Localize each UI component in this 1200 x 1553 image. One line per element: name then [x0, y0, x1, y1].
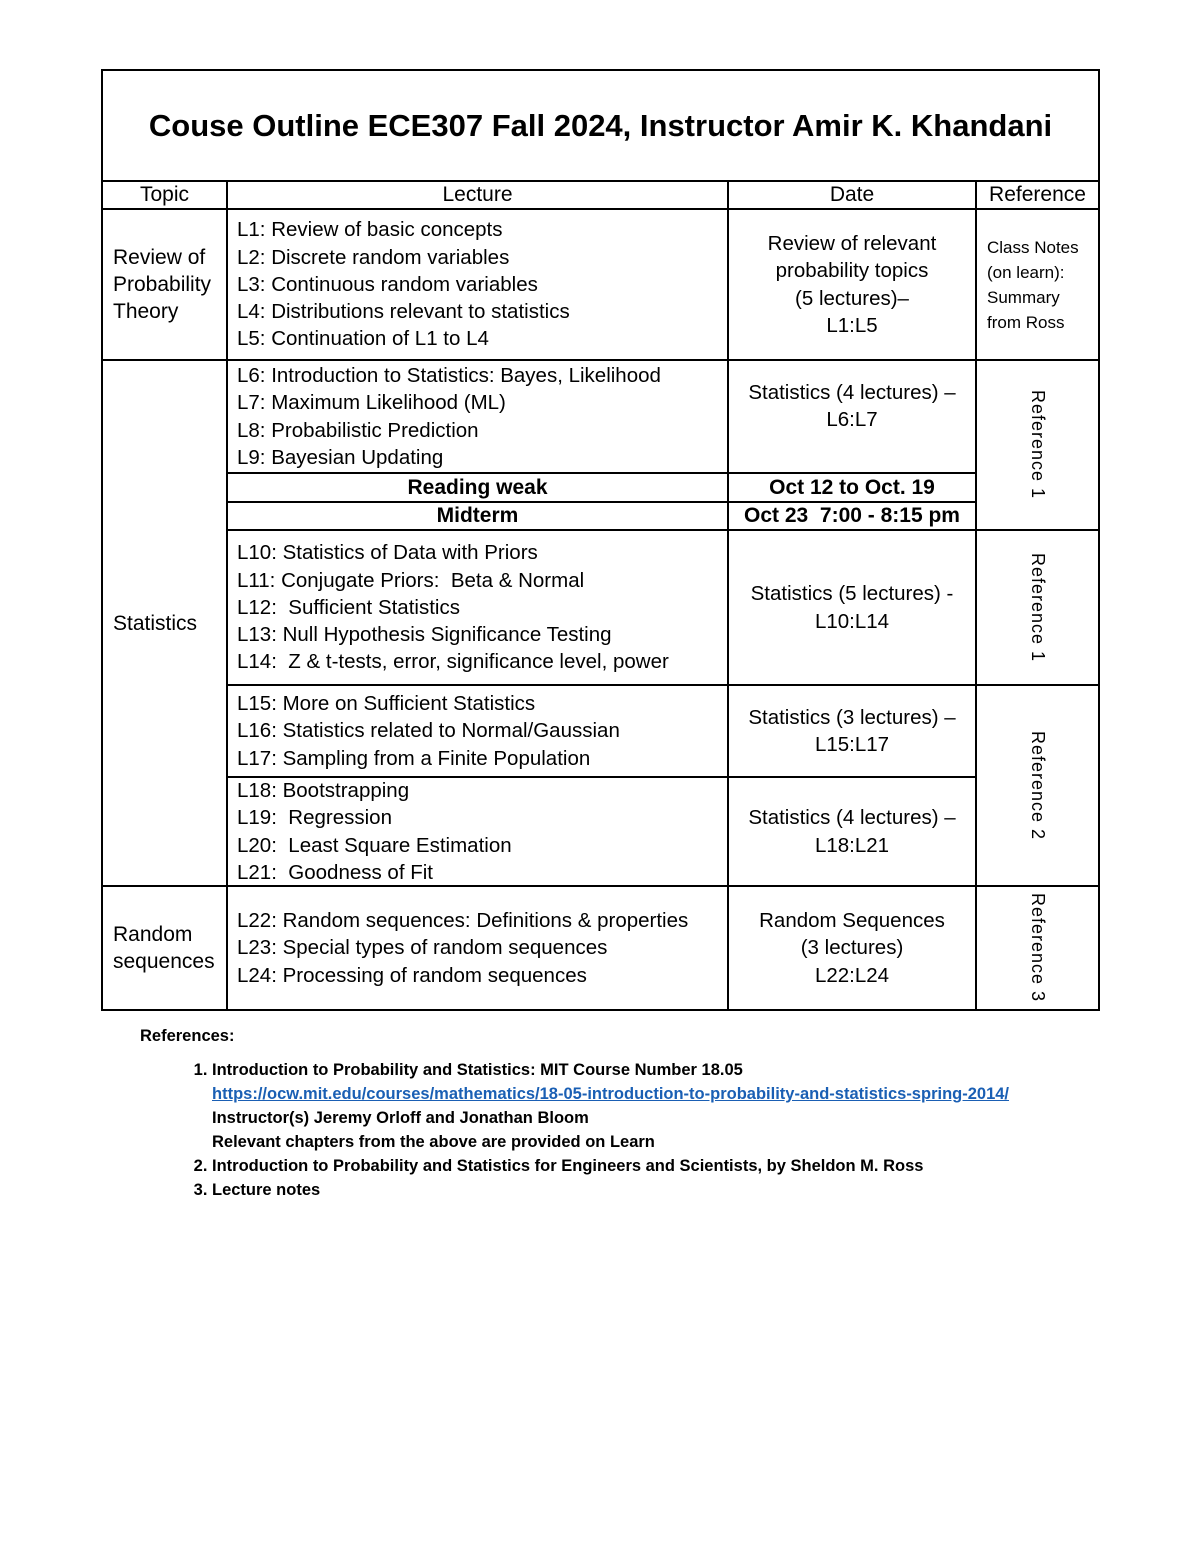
reference-stats-a — [977, 361, 1098, 529]
date-line: L1:L5 — [826, 313, 878, 337]
date-line: Random Sequences — [759, 909, 945, 933]
reference-line: Class Notes — [987, 237, 1079, 257]
reference-random — [977, 887, 1098, 1009]
date-stats-c — [729, 686, 975, 776]
date-random — [729, 887, 975, 1009]
lecture-item: L1: Review of basic concepts — [237, 218, 503, 242]
page-title: Couse Outline ECE307 Fall 2024, Instructor Amir K. Khandani — [148, 108, 1053, 143]
lecture-item: L18: Bootstrapping — [237, 778, 410, 802]
lecture-item: L7: Maximum Likelihood (ML) — [237, 391, 506, 415]
date-stats-a — [729, 361, 975, 451]
lecture-item: L10: Statistics of Data with Priors — [237, 541, 538, 565]
lectures-stats-a — [228, 361, 727, 472]
reading-week-date: Oct 12 to Oct. 19 — [769, 475, 935, 499]
reference-line: Summary — [987, 287, 1060, 307]
date-line: L15:L17 — [814, 733, 890, 756]
header-date: Date — [829, 183, 875, 206]
lecture-item: L3: Continuous random variables — [237, 272, 538, 296]
lectures-random — [228, 887, 727, 1009]
lecture-item: L11: Conjugate Priors: Beta & Normal — [237, 568, 585, 592]
date-probability — [729, 210, 975, 359]
topic-line: Review of — [113, 246, 206, 269]
reference-label: Reference 1 — [1028, 390, 1048, 500]
topic-statistics — [103, 361, 226, 885]
lecture-item: L17: Sampling from a Finite Population — [237, 746, 591, 770]
date-line: Statistics (4 lectures) – — [748, 380, 956, 404]
reference-title: 3. Lecture notes — [212, 1181, 321, 1199]
reference-instructors: Instructor(s) Jeremy Orloff and Jonathan Bloom — [212, 1109, 589, 1127]
date-stats-d — [729, 778, 975, 885]
reference-stats-cd — [977, 686, 1098, 885]
lecture-item: L6: Introduction to Statistics: Bayes, Likelihood — [237, 363, 661, 387]
lectures-stats-c — [228, 686, 727, 776]
reference-label: Reference 3 — [1028, 893, 1048, 1003]
date-line: Statistics (4 lectures) – — [748, 806, 956, 830]
reference-line: (on learn): — [987, 262, 1065, 282]
header-topic: Topic — [139, 183, 190, 206]
topic-probability — [103, 210, 226, 359]
reference-line: from Ross — [987, 312, 1065, 332]
header-reference: Reference — [989, 183, 1086, 206]
reference-title: 1. Introduction to Probability and Statistics: MIT Course Number 18.05 — [212, 1061, 743, 1079]
topic-line: Statistics — [113, 611, 198, 635]
lecture-item: L8: Probabilistic Prediction — [237, 418, 479, 442]
reading-week-label: Reading weak — [407, 475, 548, 499]
reference-note: Relevant chapters from the above are provided on Learn — [212, 1133, 655, 1151]
topic-line: Random — [113, 923, 193, 946]
lectures-stats-d — [228, 778, 727, 885]
references-section — [140, 1024, 1009, 1202]
date-line: L22:L24 — [814, 963, 890, 987]
lecture-item: L13: Null Hypothesis Significance Testing — [237, 623, 612, 647]
lecture-item: L9: Bayesian Updating — [237, 445, 444, 469]
lecture-item: L24: Processing of random sequences — [237, 963, 587, 987]
date-line: L18:L21 — [814, 833, 890, 857]
lecture-item: L20: Least Square Estimation — [237, 833, 512, 857]
lecture-item: L15: More on Sufficient Statistics — [237, 692, 536, 716]
reference-label: Reference 2 — [1028, 730, 1048, 841]
reference-probability — [977, 210, 1098, 359]
lecture-item: L16: Statistics related to Normal/Gaussian — [237, 719, 620, 743]
topic-line: Theory — [113, 300, 179, 323]
midterm-date: Oct 23 7:00 - 8:15 pm — [744, 504, 960, 527]
header-lecture: Lecture — [442, 183, 513, 206]
date-line: Statistics (5 lectures) - — [750, 582, 954, 606]
references-heading: References: — [140, 1027, 235, 1045]
reference-link[interactable]: https://ocw.mit.edu/courses/mathematics/18-05-introduction-to-probability-and-statistics-spring-2014/ — [212, 1085, 1010, 1103]
lecture-item: L21: Goodness of Fit — [237, 860, 434, 884]
topic-random — [103, 887, 226, 1009]
date-line: probability topics — [775, 259, 929, 283]
reference-item — [212, 1058, 1009, 1154]
lecture-item: L2: Discrete random variables — [237, 245, 510, 269]
date-line: Statistics (3 lectures) – — [748, 705, 956, 729]
reference-title: 2. Introduction to Probability and Statistics for Engineers and Scientists, by Sheldon M. Ross — [212, 1157, 924, 1175]
reference-item — [212, 1178, 1009, 1202]
lecture-item: L22: Random sequences: Definitions & properties — [237, 909, 689, 933]
date-line: (3 lectures) — [800, 936, 904, 960]
lecture-item: L14: Z & t-tests, error, significance level, power — [237, 650, 669, 674]
date-stats-b — [729, 531, 975, 684]
midterm-label: Midterm — [436, 504, 519, 527]
lecture-item: L4: Distributions relevant to statistics — [237, 300, 570, 324]
lecture-item: L12: Sufficient Statistics — [237, 595, 460, 619]
reference-label: Reference 1 — [1028, 552, 1048, 663]
topic-line: Probability — [113, 273, 212, 296]
date-line: L6:L7 — [826, 408, 878, 431]
lectures-stats-b — [228, 531, 727, 684]
course-outline-table — [101, 69, 1100, 1011]
reference-stats-b — [977, 531, 1098, 684]
topic-line: sequences — [113, 950, 215, 973]
date-line: L10:L14 — [814, 609, 890, 633]
date-line: (5 lectures)– — [795, 286, 909, 310]
lecture-item: L5: Continuation of L1 to L4 — [237, 327, 489, 351]
lecture-item: L19: Regression — [237, 806, 392, 830]
lecture-item: L23: Special types of random sequences — [237, 936, 608, 960]
references-list — [140, 1058, 1009, 1202]
date-line: Review of relevant — [767, 231, 937, 255]
lectures-probability — [228, 210, 727, 359]
reference-item — [212, 1154, 1009, 1178]
